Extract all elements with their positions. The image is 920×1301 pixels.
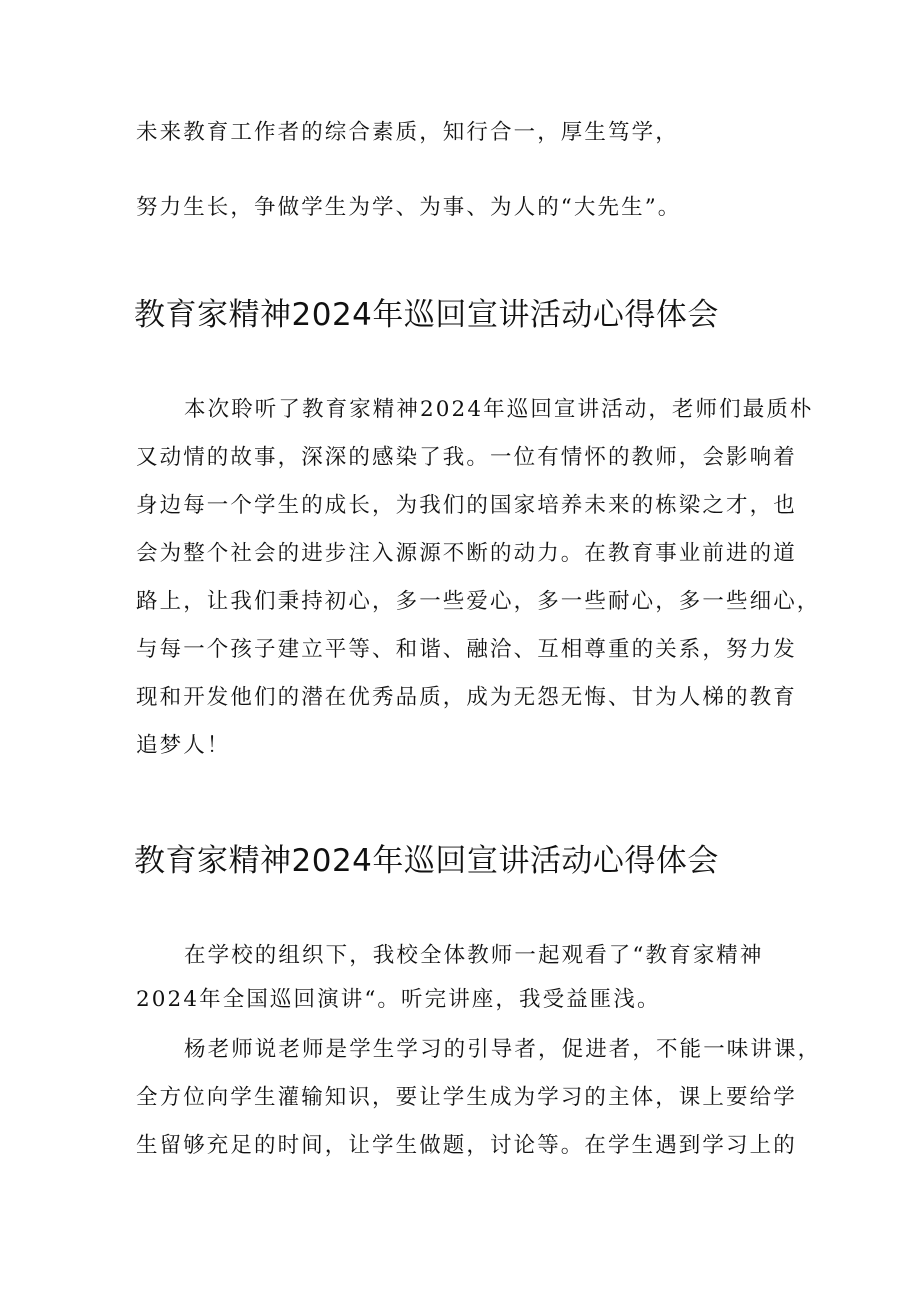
paragraph-line: 与每一个孩子建立平等、和谐、融洽、互相尊重的关系，努力发 — [136, 637, 797, 662]
paragraph-line: 身边每一个学生的成长，为我们的国家培养未来的栋梁之才，也 — [136, 493, 797, 518]
paragraph-line: 又动情的故事，深深的感染了我。一位有情怀的教师，会影响着 — [136, 445, 797, 470]
paragraph-line: 生留够充足的时间，让学生做题，讨论等。在学生遇到学习上的 — [136, 1133, 797, 1158]
paragraph-line: 在学校的组织下，我校全体教师一起观看了“教育家精神 — [184, 943, 764, 968]
intro-line: 未来教育工作者的综合素质，知行合一，厚生笃学， — [136, 120, 679, 145]
intro-line: 努力生长，争做学生为学、为事、为人的“大先生”。 — [136, 195, 682, 220]
paragraph-line: 2024年全国巡回演讲“。听完讲座，我受益匪浅。 — [136, 987, 661, 1012]
section-title: 教育家精神2024年巡回宣讲活动心得体会 — [134, 843, 719, 879]
paragraph-line: 现和开发他们的潜在优秀品质，成为无怨无悔、甘为人梯的教育 — [136, 685, 797, 710]
paragraph-line: 会为整个社会的进步注入源源不断的动力。在教育事业前进的道 — [136, 541, 797, 566]
paragraph-line: 路上，让我们秉持初心，多一些爱心，多一些耐心，多一些细心， — [136, 589, 821, 614]
section-title: 教育家精神2024年巡回宣讲活动心得体会 — [134, 297, 719, 333]
paragraph-line: 全方位向学生灌输知识，要让学生成为学习的主体，课上要给学 — [136, 1085, 797, 1110]
paragraph-line: 本次聆听了教育家精神2024年巡回宣讲活动，老师们最质朴 — [184, 397, 814, 422]
paragraph-line: 追梦人！ — [136, 733, 231, 758]
paragraph-line: 杨老师说老师是学生学习的引导者，促进者，不能一味讲课， — [184, 1037, 822, 1062]
